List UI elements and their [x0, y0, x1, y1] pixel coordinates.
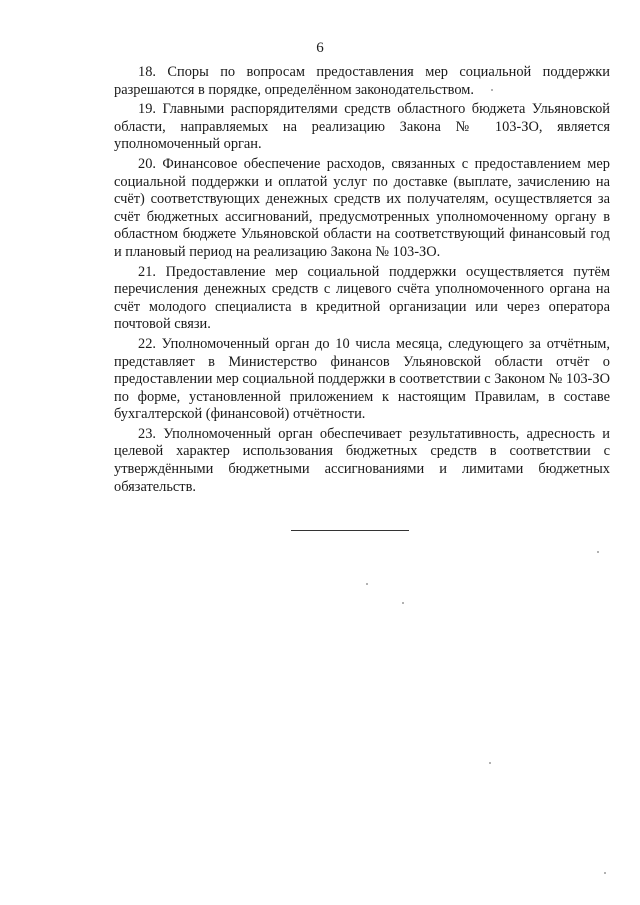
page-number: 6	[316, 40, 324, 56]
paragraph-22: 22. Уполномоченный орган до 10 числа месяца, следующего за отчётным, представляет в Министерство финансов Ульяновской области отчёт о предоставлении мер социальной поддержки в соответствии с Законом № 103-ЗО по форме, установленной приложением к настоящим Правилам, в составе бухгалтерской (финансовой) отчётности.	[114, 335, 610, 423]
scan-speck	[604, 872, 606, 874]
paragraph-23: 23. Уполномоченный орган обеспечивает результативность, адресность и целевой характер использования бюджетных средств в соответствии с утверждёнными бюджетными ассигнованиями и лимитами бюджетных обязательств.	[114, 425, 610, 495]
scan-speck	[366, 583, 368, 585]
paragraph-21: 21. Предоставление мер социальной поддержки осуществляется путём перечисления денежных средств с лицевого счёта уполномоченного органа на счёт молодого специалиста в кредитной организации или через оператора почтовой связи.	[114, 263, 610, 333]
scan-speck	[489, 762, 491, 764]
scan-speck	[491, 89, 493, 91]
end-separator-line	[291, 530, 409, 531]
paragraph-20: 20. Финансовое обеспечение расходов, связанных с предоставлением мер социальной поддержки и оплатой услуг по доставке (выплате, зачислению на счёт) соответствующих денежных средств их получателям, осуществляется за счёт бюджетных ассигнований, предусмотренных уполномоченному органу в областном бюджете Ульяновской области на соответствующий финансовый год и плановый период на реализацию Закона № 103-ЗО.	[114, 155, 610, 260]
paragraph-18: 18. Споры по вопросам предоставления мер социальной поддержки разрешаются в порядке, определённом законодательством.	[114, 64, 610, 98]
document-body	[114, 64, 610, 498]
scan-speck	[402, 602, 404, 604]
scan-speck	[597, 551, 599, 553]
paragraph-19: 19. Главными распорядителями средств областного бюджета Ульяновской области, направляемых на реализацию Закона № 103-ЗО, является уполномоченный орган.	[114, 101, 610, 153]
